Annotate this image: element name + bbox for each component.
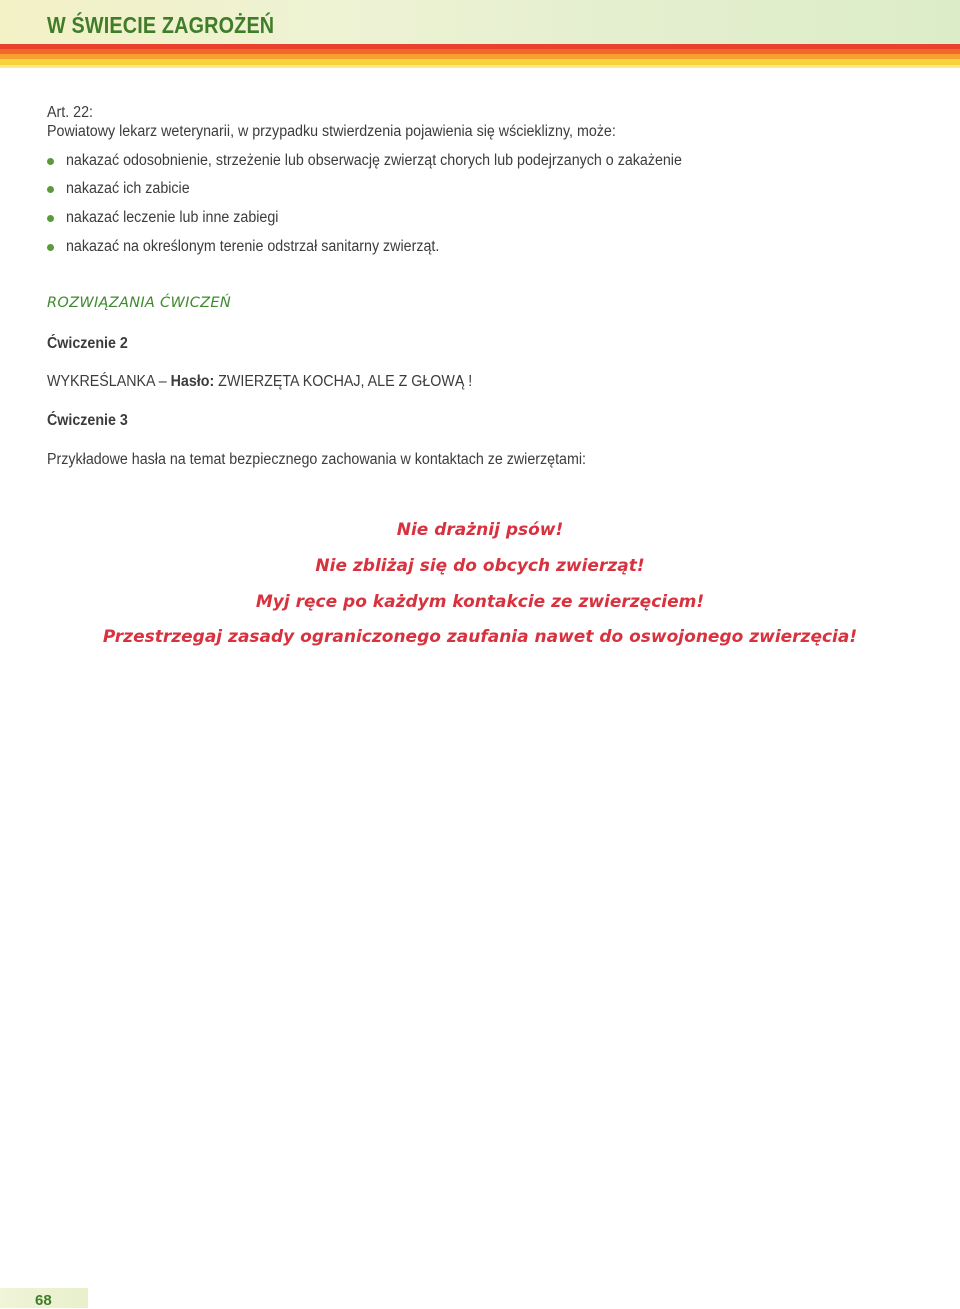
slogan: Nie zbliżaj się do obcych zwierząt! [315, 556, 645, 576]
list-item-text: nakazać leczenie lub inne zabiegi [66, 209, 279, 226]
list-item-text: nakazać odosobnienie, strzeżenie lub obserwację zwierząt chorych lub podejrzanych o zakażenie [66, 152, 682, 169]
slogan: Nie drażnij psów! [396, 520, 564, 540]
page-number-tab [0, 1288, 88, 1308]
slogan: Myj ręce po każdym kontakcie ze zwierzęciem! [255, 592, 705, 612]
page-number: 68 [35, 1292, 52, 1309]
page-header-band [0, 0, 960, 44]
solutions-heading: ROZWIĄZANIA ĆWICZEŃ [47, 295, 231, 311]
list-item-text: nakazać ich zabicie [66, 180, 190, 197]
bullet-icon [47, 215, 54, 222]
exercise-2-answer [47, 373, 472, 391]
exercise-2-prefix: WYKREŚLANKA – [47, 373, 171, 390]
article-label: Art. 22: [47, 104, 93, 121]
bullet-icon [47, 158, 54, 165]
header-stripe-light-yellow [0, 65, 960, 68]
exercise-3-intro: Przykładowe hasła na temat bezpiecznego zachowania w kontaktach ze zwierzętami: [47, 451, 586, 468]
slogan: Przestrzegaj zasady ograniczonego zaufania nawet do oswojonego zwierzęcia! [102, 627, 858, 647]
password-label: Hasło: [170, 373, 215, 390]
chapter-title: W ŚWIECIE ZAGROŻEŃ [47, 12, 275, 38]
exercise-2-title: Ćwiczenie 2 [47, 335, 128, 352]
bullet-icon [47, 244, 54, 251]
exercise-3-title: Ćwiczenie 3 [47, 412, 128, 429]
password-value: ZWIERZĘTA KOCHAJ, ALE Z GŁOWĄ ! [214, 373, 473, 390]
bullet-icon [47, 186, 54, 193]
list-item-text: nakazać na określonym terenie odstrzał sanitarny zwierząt. [66, 238, 440, 255]
article-intro: Powiatowy lekarz weterynarii, w przypadku stwierdzenia pojawienia się wścieklizny, może: [47, 123, 616, 140]
